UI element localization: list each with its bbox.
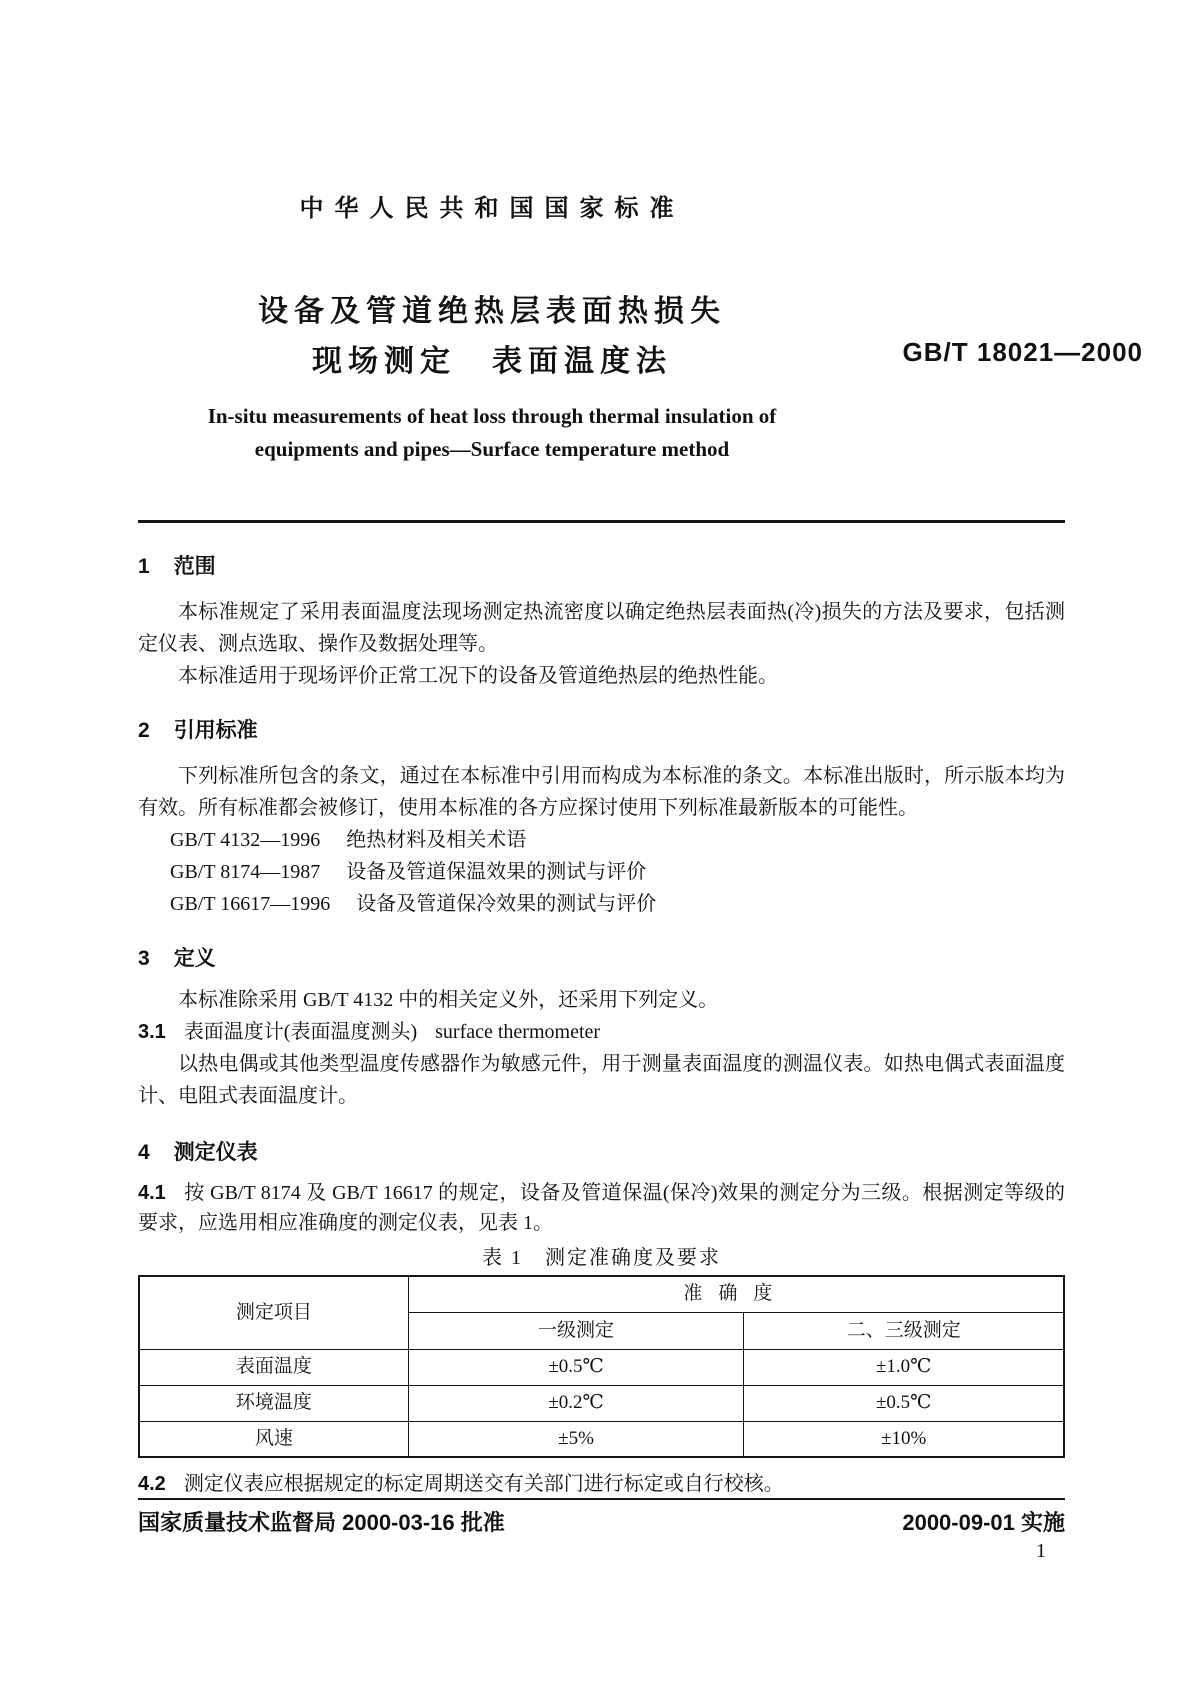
section-1-paragraph-1: 本标准规定了采用表面温度法现场测定热流密度以确定绝热层表面热(冷)损失的方法及要求，包括测定仪表、测点选取、操作及数据处理等。 [138,601,1065,655]
approval-authority-date: 国家质量技术监督局 2000-03-16 批准 [138,1510,505,1535]
clause-4-2-number: 4.2 [138,1473,166,1495]
reference-item [170,824,1065,856]
section-4-title: 测定仪表 [173,1141,258,1164]
cell-item: 环境温度 [139,1385,408,1421]
table-1-caption: 表 1 测定准确度及要求 [482,1247,721,1269]
table-subheader-grade1: 一级测定 [408,1312,744,1349]
clause-3-1-heading [138,1016,1065,1048]
section-2-heading [138,716,1065,746]
section-3-heading [138,944,1065,974]
reference-item [170,888,1065,920]
section-1-number: 1 [138,555,150,578]
reference-code: GB/T 16617—1996 [170,893,331,915]
clause-3-1-term: 表面温度计(表面温度测头) [183,1021,418,1043]
section-1-title: 范围 [173,555,216,578]
referenced-standards-list [170,824,1065,920]
cell-item: 表面温度 [139,1349,408,1385]
footer [138,1506,1065,1537]
english-title-line2: equipments and pipes—Surface temperature method [254,437,730,461]
english-title-line1: In-situ measurements of heat loss through thermal insulation of [207,404,777,428]
cell-grade1: ±0.2℃ [408,1385,744,1421]
section-2-number: 2 [138,719,150,742]
cell-grade23: ±10% [744,1421,1064,1457]
clause-3-1-term-english: surface thermometer [435,1021,601,1043]
header-divider-rule [138,520,1065,523]
section-3-paragraph-1: 本标准除采用 GB/T 4132 中的相关定义外，还采用下列定义。 [178,989,719,1011]
clause-3-1-number: 3.1 [138,1021,166,1043]
reference-code: GB/T 8174—1987 [170,861,321,883]
section-4-number: 4 [138,1141,150,1164]
clause-4-2 [138,1469,1065,1499]
table-header-item: 测定项目 [139,1276,408,1349]
clause-4-1 [138,1178,1065,1238]
standard-number: GB/T 18021—2000 [902,337,1143,367]
section-2-paragraph-1: 下列标准所包含的条文，通过在本标准中引用而构成为本标准的条文。本标准出版时，所示版本均为有效。所有标准都会被修订，使用本标准的各方应探讨使用下列标准最新版本的可能性。 [138,765,1065,819]
section-1-paragraph-2: 本标准适用于现场评价正常工况下的设备及管道绝热层的绝热性能。 [178,665,778,687]
section-4-heading [138,1138,1065,1168]
clause-4-1-text: 按 GB/T 8174 及 GB/T 16617 的规定，设备及管道保温(保冷)效果的测定分为三级。根据测定等级的要求，应选用相应准确度的测定仪表，见表 1。 [138,1182,1065,1234]
cell-grade23: ±0.5℃ [744,1385,1064,1421]
cell-grade1: ±5% [408,1421,744,1457]
clause-4-2-text: 测定仪表应根据规定的标定周期送交有关部门进行标定或自行校核。 [183,1473,784,1495]
reference-item [170,856,1065,888]
reference-title: 设备及管道保温效果的测试与评价 [346,861,647,883]
reference-title: 设备及管道保冷效果的测试与评价 [356,893,657,915]
national-standard-label: 中华人民共和国国家标准 [299,195,685,222]
reference-code: GB/T 4132—1996 [170,829,321,851]
document-title-line2: 现场测定 表面温度法 [312,345,672,378]
page-number: 1 [1036,1540,1046,1562]
section-1-heading [138,552,1065,582]
table-row [139,1349,1064,1385]
accuracy-requirements-table [138,1275,1065,1458]
table-row [139,1385,1064,1421]
clause-3-1-paragraph: 以热电偶或其他类型温度传感器作为敏感元件，用于测量表面温度的测温仪表。如热电偶式表面温度计、电阻式表面温度计。 [138,1053,1065,1107]
implementation-date: 2000-09-01 实施 [902,1510,1065,1535]
section-3-title: 定义 [173,947,216,970]
table-header-accuracy: 准确度 [408,1276,1064,1312]
table-row [139,1421,1064,1457]
clause-4-1-number: 4.1 [138,1182,166,1204]
document-body [138,524,1065,1499]
cell-item: 风速 [139,1421,408,1457]
section-3-number: 3 [138,947,150,970]
cell-grade1: ±0.5℃ [408,1349,744,1385]
cell-grade23: ±1.0℃ [744,1349,1064,1385]
reference-title: 绝热材料及相关术语 [346,829,527,851]
section-2-title: 引用标准 [173,719,258,742]
document-title-line1: 设备及管道绝热层表面热损失 [258,295,726,328]
footer-divider-rule [138,1498,1065,1500]
table-subheader-grade23: 二、三级测定 [744,1312,1064,1349]
table-header-row-1 [139,1276,1064,1312]
